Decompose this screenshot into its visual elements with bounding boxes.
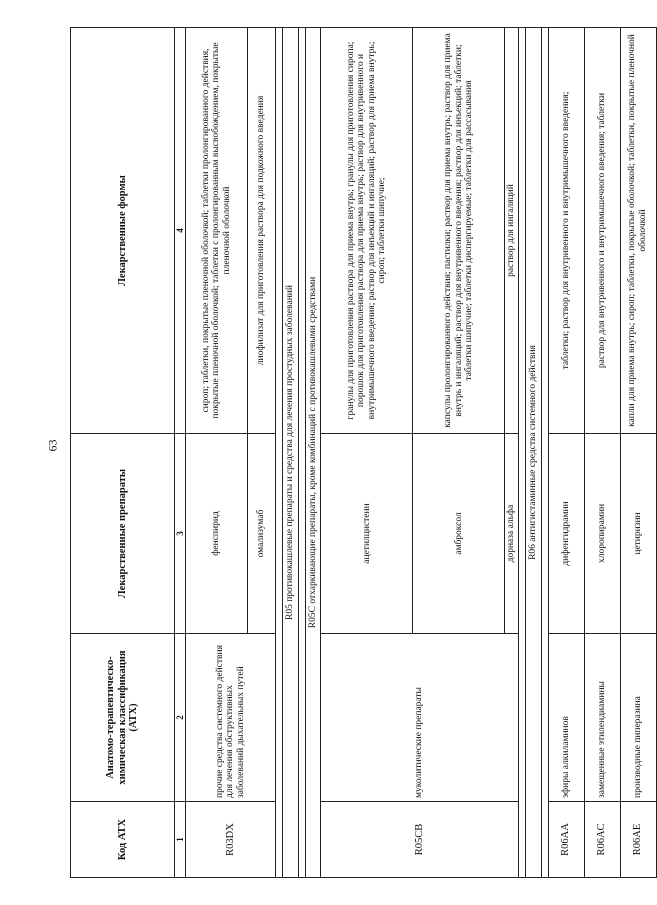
atc-code: R06AC	[584, 802, 620, 878]
atc-code: R06AA	[548, 802, 584, 878]
spacer-cell	[518, 28, 525, 878]
group-row	[525, 28, 541, 878]
drug-forms: гранулы для приготовления раствора для приема внутрь; гранулы для приготовления сиропа; порошок для приготовления раствора для приема внутрь; раствор для внутривенного и внутримышечного введения; раствор для инъекций и ингаляций; раствор для приема внутрь; сироп; таблетки шипучие;	[321, 28, 413, 434]
drug-name: ацетилцистеин	[321, 434, 413, 634]
drug-name: хлоропирамин	[584, 434, 620, 634]
atc-code: R03DX	[186, 802, 276, 878]
page-number: 63	[45, 439, 60, 452]
table-row	[321, 28, 413, 878]
drug-forms: капсулы пролонгированного действия; пастилки; раствор для приема внутрь; раствор для приема внутрь и ингаляций; раствор для внутривенного введения; раствор для инъекций; таблетки; таблетки шипучие; таблетки диспергируемые; таблетки для рассасывания	[413, 28, 505, 434]
spacer-row	[541, 28, 548, 878]
header-row	[71, 28, 175, 878]
spacer-cell	[276, 28, 283, 878]
table-row	[186, 28, 248, 878]
atc-table	[70, 27, 657, 878]
drug-forms: лиофилизат для приготовления раствора для подкожного введения	[248, 28, 276, 434]
drug-name: амброксол	[413, 434, 505, 634]
atc-classification: замещенные этилендиамины	[584, 634, 620, 802]
header-forms: Лекарственные формы	[71, 28, 175, 434]
spacer-row	[298, 28, 305, 878]
group-heading: R06 антигистаминные средства системного действия	[525, 28, 541, 878]
atc-classification: прочие средства системного действия для лечения обструктивных заболеваний дыхательных путей	[186, 634, 276, 802]
spacer-row	[518, 28, 525, 878]
group-heading: R05C отхаркивающие препараты, кроме комбинаций с противокашлевыми средствами	[305, 28, 321, 878]
drug-name: дифенгидрамин	[548, 434, 584, 634]
group-heading: R05 противокашлевые препараты и средства для лечения простудных заболеваний	[283, 28, 299, 878]
column-number-row	[175, 28, 186, 878]
group-row	[283, 28, 299, 878]
table-row	[584, 28, 620, 878]
drug-name: цетиризин	[620, 434, 656, 634]
header-classification: Анатомо-терапевтическо-химическая классификация (АТХ)	[71, 634, 175, 802]
drug-name: фенспирид	[186, 434, 248, 634]
atc-classification: муколитические препараты	[321, 634, 519, 802]
spacer-cell	[541, 28, 548, 878]
atc-classification: эфиры алкиламинов	[548, 634, 584, 802]
table-row	[548, 28, 584, 878]
column-number: 4	[175, 28, 186, 434]
rotated-page	[70, 28, 649, 878]
atc-code: R05CB	[321, 802, 519, 878]
column-number: 1	[175, 802, 186, 878]
drug-forms: таблетки; раствор для внутривенного и внутримышечного введения;	[548, 28, 584, 434]
header-code: Код АТХ	[71, 802, 175, 878]
atc-classification: производные пиперазина	[620, 634, 656, 802]
drug-forms: раствор для внутривенного и внутримышечного введения; таблетки	[584, 28, 620, 434]
spacer-cell	[298, 28, 305, 878]
group-row	[305, 28, 321, 878]
drug-name: омализумаб	[248, 434, 276, 634]
drug-forms: сироп; таблетки, покрытые пленочной оболочкой; таблетки пролонгированного действия, покрытые пленочной оболочкой; таблетки с пролонгированным высвобождением, покрытые пленочной оболочкой	[186, 28, 248, 434]
atc-code: R06AE	[620, 802, 656, 878]
table-row	[620, 28, 656, 878]
drug-forms: капли для приема внутрь; сироп; таблетки, покрытые оболочкой; таблетки, покрытые пленочной оболочкой	[620, 28, 656, 434]
drug-name: дорназа альфа	[505, 434, 519, 634]
header-drugs: Лекарственные препараты	[71, 434, 175, 634]
drug-forms: раствор для ингаляций	[505, 28, 519, 434]
spacer-row	[276, 28, 283, 878]
column-number: 2	[175, 634, 186, 802]
column-number: 3	[175, 434, 186, 634]
